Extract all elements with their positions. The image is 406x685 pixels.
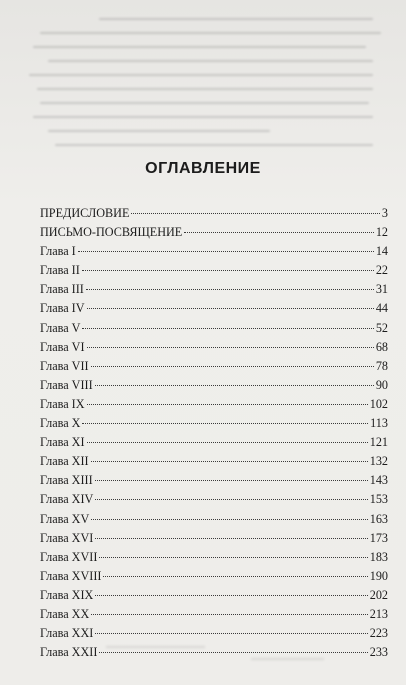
dot-leader (99, 557, 367, 558)
toc-entry-label: Глава XVIII (40, 568, 102, 583)
toc-entry-page-number: 190 (369, 568, 388, 583)
toc-entry (40, 435, 388, 454)
dot-leader (131, 213, 379, 214)
toc-entry-label: Глава VI (40, 339, 85, 354)
toc-entry-page-number: 102 (369, 396, 388, 411)
toc-entry (40, 301, 388, 320)
toc-entry-label: Глава X (40, 416, 81, 431)
toc-entry-label: Глава II (40, 263, 80, 278)
toc-entry-page-number: 223 (369, 626, 388, 641)
toc-entry-page-number: 90 (375, 377, 388, 392)
toc-entry-label: Глава XIX (40, 587, 94, 602)
toc-entry-page-number: 3 (381, 206, 388, 220)
toc-entry (40, 321, 388, 340)
toc-entry (40, 569, 388, 588)
toc-entry-label: Глава XVI (40, 530, 94, 545)
dot-leader (95, 595, 367, 596)
toc-entry (40, 225, 388, 244)
dot-leader (99, 652, 367, 653)
toc-entry (40, 626, 388, 645)
dot-leader (86, 289, 374, 290)
toc-entry (40, 607, 388, 626)
toc-entry-label: Глава XVII (40, 549, 98, 564)
toc-entry-page-number: 22 (375, 263, 388, 278)
toc-entry-page-number: 113 (370, 416, 388, 431)
toc-entry-page-number: 213 (369, 606, 388, 621)
toc-entry (40, 282, 388, 301)
toc-entry (40, 397, 388, 416)
toc-entry-page-number: 173 (369, 530, 388, 545)
toc-entry (40, 359, 388, 378)
dot-leader (91, 461, 368, 462)
toc-entry-label: Глава VII (40, 358, 89, 373)
dot-leader (95, 538, 367, 539)
page-title: ОГЛАВЛЕНИЕ (145, 160, 261, 177)
dot-leader (87, 442, 368, 443)
toc-entry-label: Глава III (40, 282, 84, 297)
toc-entry (40, 244, 388, 263)
toc-entry-label: Глава VIII (40, 377, 93, 392)
toc-entry (40, 473, 388, 492)
toc-entry-label: Глава XV (40, 511, 90, 526)
dot-leader (82, 328, 373, 329)
toc-entry-page-number: 233 (369, 645, 388, 660)
table-of-contents (40, 206, 388, 664)
dot-leader (91, 519, 367, 520)
toc-entry-label: Глава IX (40, 396, 85, 411)
toc-entry-page-number: 121 (369, 435, 388, 450)
dot-leader (82, 270, 374, 271)
toc-entry (40, 340, 388, 359)
toc-entry-page-number: 12 (375, 225, 388, 240)
toc-entry (40, 645, 388, 664)
toc-entry-label: Глава XI (40, 435, 85, 450)
dot-leader (82, 423, 368, 424)
toc-entry-label: ПРЕДИСЛОВИЕ (40, 206, 130, 220)
dot-leader (87, 404, 368, 405)
toc-entry-label: Глава XIV (40, 492, 94, 507)
dot-leader (78, 251, 374, 252)
toc-entry-label: Глава XX (40, 606, 90, 621)
toc-entry (40, 416, 388, 435)
toc-entry-page-number: 143 (369, 473, 388, 488)
toc-entry-label: Глава XXI (40, 626, 94, 641)
toc-entry-label: Глава IV (40, 301, 85, 316)
dot-leader (95, 480, 368, 481)
toc-entry-page-number: 31 (375, 282, 388, 297)
toc-entry-label: Глава I (40, 244, 76, 259)
toc-entry-label: ПИСЬМО-ПОСВЯЩЕНИЕ (40, 225, 183, 240)
toc-entry (40, 588, 388, 607)
toc-entry-page-number: 14 (375, 244, 388, 259)
toc-entry-label: Глава XII (40, 454, 89, 469)
dot-leader (95, 633, 367, 634)
dot-leader (184, 232, 374, 233)
toc-entry-label: Глава XIII (40, 473, 93, 488)
toc-entry-page-number: 68 (375, 339, 388, 354)
dot-leader (95, 385, 374, 386)
toc-entry-page-number: 44 (375, 301, 388, 316)
toc-entry (40, 206, 388, 225)
toc-entry-page-number: 132 (369, 454, 388, 469)
dot-leader (91, 366, 374, 367)
toc-entry (40, 454, 388, 473)
toc-entry-page-number: 183 (369, 549, 388, 564)
dot-leader (87, 308, 374, 309)
toc-entry-label: Глава V (40, 320, 81, 335)
dot-leader (103, 576, 367, 577)
toc-entry (40, 512, 388, 531)
toc-entry-page-number: 153 (369, 492, 388, 507)
toc-entry (40, 531, 388, 550)
toc-entry (40, 550, 388, 569)
toc-entry-label: Глава XXII (40, 645, 98, 660)
toc-entry-page-number: 78 (375, 358, 388, 373)
toc-entry (40, 378, 388, 397)
toc-entry-page-number: 163 (369, 511, 388, 526)
toc-entry-page-number: 202 (369, 587, 388, 602)
toc-entry (40, 263, 388, 282)
show-through-text-top (18, 6, 388, 156)
toc-entry (40, 492, 388, 511)
dot-leader (95, 499, 367, 500)
dot-leader (87, 347, 374, 348)
dot-leader (91, 614, 367, 615)
toc-entry-page-number: 52 (375, 320, 388, 335)
